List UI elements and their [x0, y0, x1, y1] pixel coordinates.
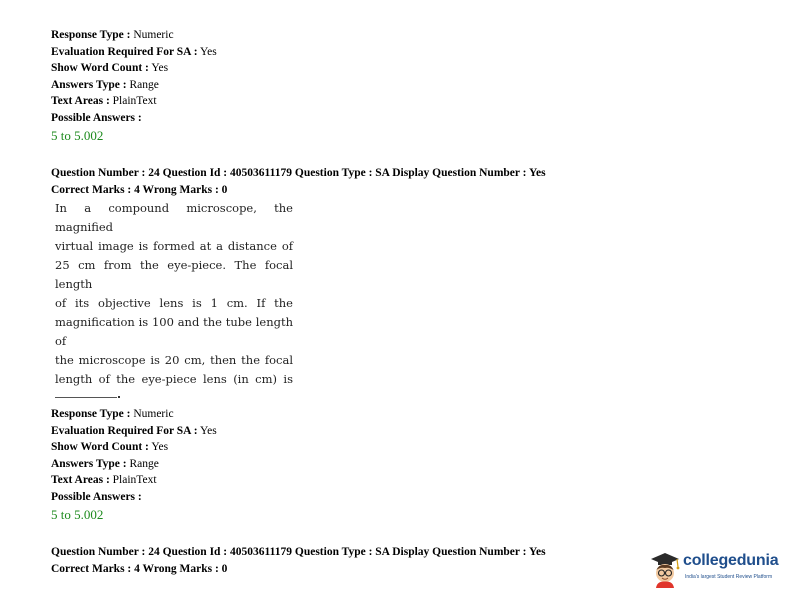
- meta-row: [51, 439, 751, 456]
- meta-value: Yes: [200, 424, 217, 437]
- exam-document: [51, 27, 751, 577]
- meta-row: [51, 110, 751, 127]
- meta-row: [51, 472, 751, 489]
- meta-row: [51, 44, 751, 61]
- meta-row: [51, 93, 751, 110]
- question-text-line: length of the eye-piece lens (in cm) is: [55, 372, 293, 386]
- question-marks-1: Correct Marks : 4 Wrong Marks : 0: [51, 183, 228, 196]
- meta-row: [51, 27, 751, 44]
- logo-brand-text: collegedunia: [683, 552, 779, 569]
- question-text-line: magnification is 100 and the tube length of: [55, 315, 293, 348]
- meta-value: Yes: [151, 62, 169, 74]
- meta-key: Response Type :: [51, 408, 131, 420]
- meta-row: [51, 456, 751, 473]
- possible-answer-1: 5 to 5.002: [51, 128, 104, 143]
- meta-key: Text Areas :: [51, 95, 110, 107]
- question-header-2: Question Number : 24 Question Id : 40503611179 Question Type : SA Display Question Number : Yes: [51, 546, 546, 558]
- possible-answer-2: 5 to 5.002: [51, 507, 104, 522]
- response-meta-block-2: [51, 406, 751, 505]
- question-text-line: 25 cm from the eye-piece. The focal length: [55, 258, 293, 291]
- meta-key: Show Word Count :: [51, 441, 149, 453]
- meta-row: [51, 77, 751, 94]
- answer-blank: [55, 389, 117, 398]
- meta-value: PlainText: [112, 95, 157, 107]
- meta-value: Range: [129, 78, 159, 91]
- question-marks-2: Correct Marks : 4 Wrong Marks : 0: [51, 562, 228, 575]
- meta-key: Possible Answers :: [51, 490, 142, 503]
- meta-key: Evaluation Required For SA :: [51, 45, 198, 58]
- meta-value: Numeric: [133, 29, 174, 41]
- meta-key: Answers Type :: [51, 457, 127, 470]
- meta-value: PlainText: [112, 474, 157, 486]
- student-mascot-icon: [647, 550, 683, 588]
- meta-row: [51, 60, 751, 77]
- collegedunia-logo: [645, 548, 785, 590]
- question-header-1: Question Number : 24 Question Id : 40503611179 Question Type : SA Display Question Number : Yes: [51, 167, 546, 179]
- meta-row: [51, 489, 751, 506]
- meta-key: Evaluation Required For SA :: [51, 424, 198, 437]
- logo-tagline: India's largest Student Review Platform: [685, 574, 773, 580]
- question-text-line: the microscope is 20 cm, then the focal: [55, 353, 293, 367]
- meta-key: Answers Type :: [51, 78, 127, 91]
- meta-row: [51, 423, 751, 440]
- meta-key: Text Areas :: [51, 474, 110, 486]
- question-text: [55, 199, 293, 389]
- meta-value: Range: [129, 457, 159, 470]
- meta-key: Response Type :: [51, 29, 131, 41]
- question-text-line: In a compound microscope, the magnified: [55, 201, 293, 234]
- question-text-line: virtual image is formed at a distance of: [55, 239, 293, 253]
- response-meta-block-1: [51, 27, 751, 126]
- meta-value: Numeric: [133, 408, 174, 420]
- question-text-line: of its objective lens is 1 cm. If the: [55, 296, 293, 310]
- meta-row: [51, 406, 751, 423]
- meta-key: Possible Answers :: [51, 111, 142, 124]
- meta-value: Yes: [151, 441, 169, 453]
- meta-value: Yes: [200, 45, 217, 58]
- meta-key: Show Word Count :: [51, 62, 149, 74]
